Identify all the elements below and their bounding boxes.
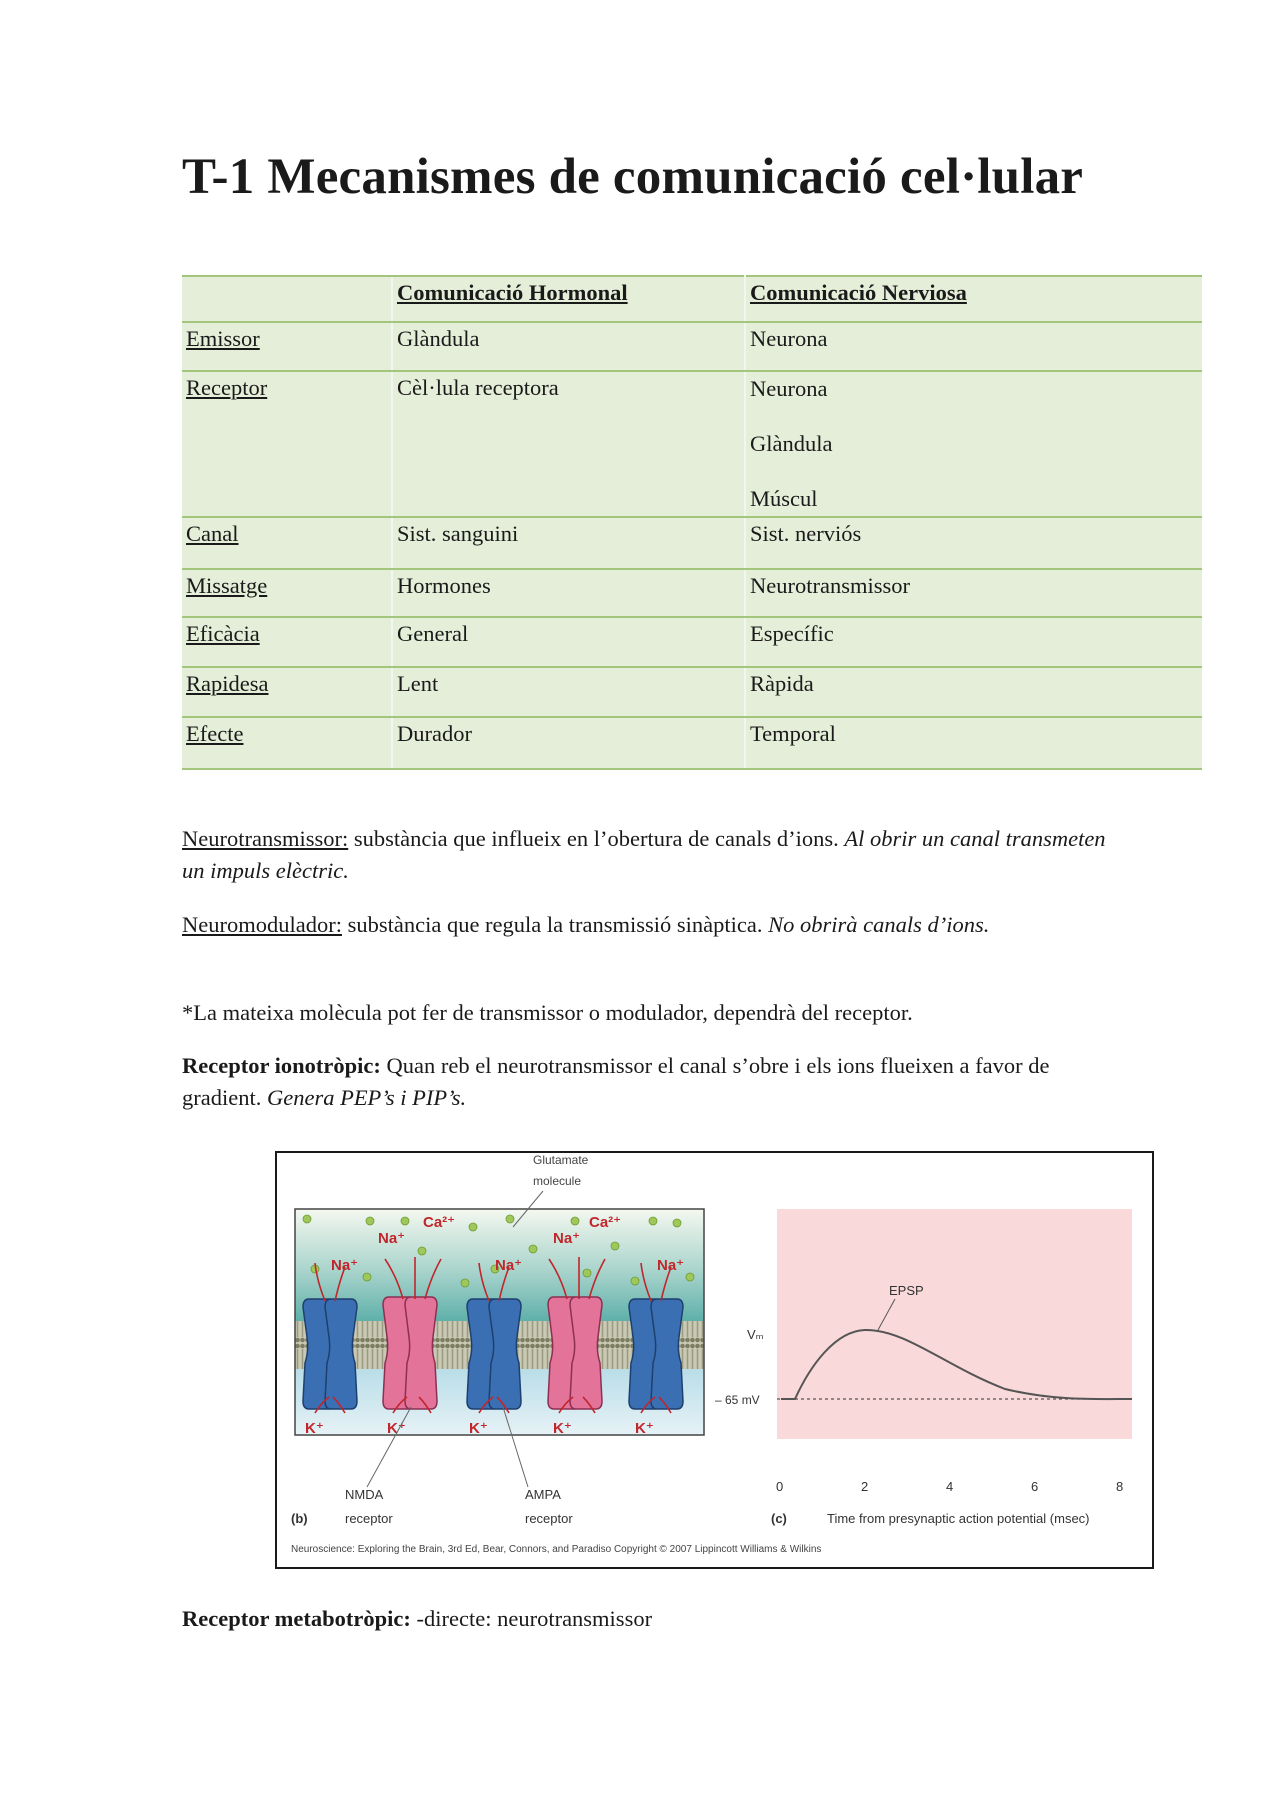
k-label: K⁺	[635, 1420, 654, 1437]
cell-nerviosa: Específic	[745, 617, 1202, 667]
na-label: Na⁺	[657, 1257, 685, 1274]
definition-text: -directe: neurotransmissor	[410, 1606, 653, 1631]
note-paragraph: *La mateixa molècula pot fer de transmissor o modulador, dependrà del receptor.	[182, 1000, 913, 1025]
x-tick: 4	[946, 1479, 954, 1494]
table-header-row	[182, 276, 1202, 322]
glutamate-label-line2: molecule	[533, 1174, 582, 1188]
definition-italic: Genera PEP’s i PIP’s.	[266, 1085, 467, 1110]
cell-line: Glàndula	[750, 431, 833, 456]
row-label: Rapidesa	[186, 671, 269, 696]
row-label: Emissor	[186, 326, 260, 351]
row-label: Canal	[186, 521, 239, 546]
k-label: K⁺	[553, 1420, 572, 1437]
cell-hormonal: Sist. sanguini	[392, 517, 745, 569]
panel-b-label: (b)	[291, 1511, 308, 1526]
page-title: T-1 Mecanismes de comunicació cel·lular	[182, 149, 1084, 205]
term-neuromodulador: Neuromodulador:	[182, 912, 342, 937]
x-tick: 0	[776, 1479, 784, 1494]
term-neurotransmissor: Neurotransmissor:	[182, 826, 349, 851]
x-tick: 8	[1116, 1479, 1124, 1494]
cell-hormonal: General	[392, 617, 745, 667]
na-label: Na⁺	[495, 1257, 523, 1274]
paragraph-ionotropic	[182, 1050, 1112, 1114]
ca-label: Ca²⁺	[589, 1214, 622, 1231]
figure-svg	[275, 1151, 1154, 1569]
cell-nerviosa: Ràpida	[745, 667, 1202, 717]
k-label: K⁺	[469, 1420, 488, 1437]
k-label: K⁺	[387, 1420, 406, 1437]
cell-hormonal: Cèl·lula receptora	[392, 371, 745, 517]
comparison-table	[182, 275, 1202, 770]
x-tick: 2	[861, 1479, 869, 1494]
definition-text: substància que influeix en l’obertura de canals d’ions.	[348, 826, 845, 851]
epsp-label: EPSP	[889, 1283, 924, 1298]
ampa-label-line1: AMPA	[525, 1487, 561, 1502]
definition-italic: No obrirà canals d’ions.	[768, 912, 990, 937]
table-row-receptor	[182, 371, 1202, 517]
nmda-label-line2: receptor	[345, 1511, 393, 1526]
table-row-missatge	[182, 569, 1202, 617]
x-tick: 6	[1031, 1479, 1039, 1494]
panel-c-label: (c)	[771, 1511, 787, 1526]
x-axis-label: Time from presynaptic action potential (msec)	[827, 1511, 1090, 1526]
table-row-eficacia	[182, 617, 1202, 667]
cell-hormonal: Durador	[392, 717, 745, 769]
table-row-canal	[182, 517, 1202, 569]
definition-text: substància que regula la transmissió sinàptica.	[341, 912, 769, 937]
row-label: Receptor	[186, 375, 268, 400]
cell-line: Múscul	[750, 486, 818, 511]
paragraph-neuromodulador	[182, 909, 1112, 941]
cell-hormonal: Glàndula	[392, 322, 745, 371]
k-label: K⁺	[305, 1420, 324, 1437]
na-label: Na⁺	[331, 1257, 359, 1274]
row-label: Eficàcia	[186, 621, 260, 646]
graph-background	[777, 1209, 1132, 1439]
definition-italic: Al obrir un canal transmeten un impuls elèctric.	[182, 826, 1106, 883]
table-row-emissor	[182, 322, 1202, 371]
cell-hormonal: Hormones	[392, 569, 745, 617]
na-label: Na⁺	[553, 1230, 581, 1247]
table-row-efecte	[182, 717, 1202, 769]
ampa-label-line2: receptor	[525, 1511, 573, 1526]
header-nerviosa: Comunicació Nerviosa	[750, 280, 967, 305]
row-label: Efecte	[186, 721, 244, 746]
term-metabotropic: Receptor metabotròpic:	[182, 1606, 411, 1631]
cell-line: Neurona	[750, 376, 828, 401]
na-label: Na⁺	[378, 1230, 406, 1247]
row-label: Missatge	[186, 573, 268, 598]
cell-hormonal: Lent	[392, 667, 745, 717]
cell-nerviosa: Temporal	[745, 717, 1202, 769]
definition-text: Quan reb el neurotransmissor el canal s’obre i els ions flueixen a favor de gradient.	[182, 1053, 1050, 1110]
resting-potential-label: – 65 mV	[715, 1393, 760, 1407]
term-ionotropic: Receptor ionotròpic:	[182, 1053, 381, 1078]
paragraph-metabotropic	[182, 1603, 1112, 1635]
table-row-rapidesa	[182, 667, 1202, 717]
figure-caption: Neuroscience: Exploring the Brain, 3rd Ed, Bear, Connors, and Paradiso Copyright © 2007 Lippincott Williams & Wilkins	[291, 1544, 822, 1555]
glutamate-label-line1: Glutamate	[533, 1153, 589, 1167]
receptor-figure	[275, 1151, 1154, 1569]
header-hormonal: Comunicació Hormonal	[397, 280, 628, 305]
cell-nerviosa: Neurona	[745, 322, 1202, 371]
cell-nerviosa: Sist. nerviós	[745, 517, 1202, 569]
paragraph-neurotransmissor	[182, 823, 1112, 887]
ca-label: Ca²⁺	[423, 1214, 456, 1231]
cell-nerviosa: Neurotransmissor	[745, 569, 1202, 617]
header-cell-empty	[182, 276, 392, 322]
vm-label: Vₘ	[747, 1327, 764, 1342]
cell-nerviosa	[745, 371, 1202, 517]
nmda-label-line1: NMDA	[345, 1487, 384, 1502]
